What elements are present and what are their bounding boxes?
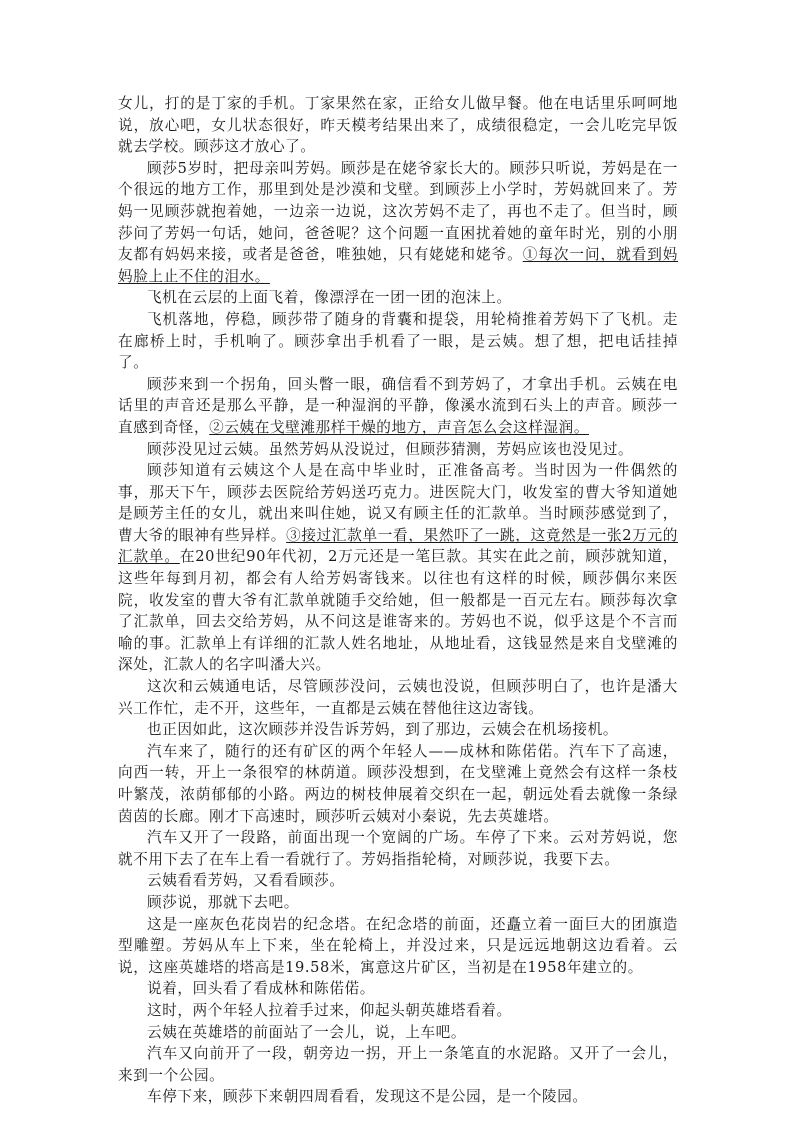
text-segment: 顾莎说，那就下去吧。	[147, 893, 299, 911]
paragraph	[118, 914, 678, 979]
paragraph	[118, 978, 678, 1000]
text-segment: 云姨在英雄塔的前面站了一会儿，说，上车吧。	[147, 1023, 467, 1041]
paragraph	[118, 158, 678, 288]
paragraph	[118, 1000, 678, 1022]
text-segment: 女儿，打的是丁家的手机。丁家果然在家，正给女儿做早餐。他在电话里乐呵呵地说，放心吧，女儿状态很好，昨天模考结果出来了，成绩很稳定，一会儿吃完早饭就去学校。顾莎这才放心了。	[118, 95, 678, 156]
text-segment: 在20世纪90年代初，2万元还是一笔巨款。其实在此之前，顾莎就知道，这些年每到月初，都会有人给芳妈寄钱来。以往也有这样的时候，顾莎偶尔来医院，收发室的曹大爷有汇款单就随手交给她，但一般都是一百元左右。顾莎每次拿了汇款单，回去交给芳妈，从不问这是谁寄来的。芳妈也不说，似乎这是个不言而喻的事。汇款单上有详细的汇款人姓名地址，从地址看，这钱显然是来自戈壁滩的深处，汇款人的名字叫潘大兴。	[118, 548, 678, 674]
text-segment: 也正因如此，这次顾莎并没告诉芳妈，到了那边，云姨会在机场接机。	[147, 721, 619, 739]
text-segment: 汽车又向前开了一段，朝旁边一拐，开上一条笔直的水泥路。又开了一会儿，来到一个公园。	[118, 1045, 678, 1084]
paragraph	[118, 870, 678, 892]
text-segment: 飞机落地，停稳，顾莎带了随身的背囊和提袋，用轮椅推着芳妈下了飞机。走在廊桥上时，手机响了。顾莎拿出手机看了一眼，是云姨。想了想，把电话挂掉了。	[118, 310, 678, 372]
text-segment: 这时，两个年轻人拉着手过来，仰起头朝英雄塔看着。	[147, 1001, 512, 1019]
paragraph	[118, 374, 678, 439]
paragraph	[118, 93, 678, 158]
text-segment: 说着，回头看了看成林和陈偌偌。	[147, 980, 375, 998]
paragraph	[118, 892, 678, 914]
text-segment: 顾莎没见过云姨。虽然芳妈从没说过，但顾莎猜测，芳妈应该也没见过。	[147, 440, 634, 458]
paragraph	[118, 309, 678, 374]
text-segment: 汽车来了，随行的还有矿区的两个年轻人——成林和陈偌偌。汽车下了高速，向西一转，开上一条很窄的林荫道。顾莎没想到，在戈壁滩上竟然会有这样一条枝叶繁茂，浓荫郁郁的小路。两边的树枝伸展着交织在一起，朝远处看去就像一条绿茵茵的长廊。刚才下高速时，顾莎听云姨对小秦说，先去英雄塔。	[118, 742, 678, 825]
text-segment: 顾莎知道有云姨这个人是在高中毕业时，正准备高考。当时因为一件偶然的事，那天下午，顾莎去医院给芳妈送巧克力。进医院大门，收发室的曹大爷知道她是顾芳主任的女儿，就出来叫住她，说又有顾主任的汇款单。当时顾莎感觉到了，曹大爷的眼神有些异样。	[118, 462, 678, 544]
paragraph	[118, 1022, 678, 1044]
paragraph	[118, 676, 678, 719]
paragraph	[118, 460, 678, 676]
text-segment: 车停下来，顾莎下来朝四周看看，发现这不是公园，是一个陵园。	[147, 1088, 588, 1106]
paragraph	[118, 1086, 678, 1108]
underlined-sentence-2: ②云姨在戈壁滩那样干燥的地方，声音怎么会这样湿润。	[209, 418, 590, 436]
text-segment: 这是一座灰色花岗岩的纪念塔。在纪念塔的前面，还矗立着一面巨大的团旗造型雕塑。芳妈从车上下来，坐在轮椅上，并没过来，只是远远地朝这边看着。云说，这座英雄塔的塔高是19.58米，寓意这片矿区，当初是在1958年建立的。	[118, 915, 678, 976]
paragraph	[118, 827, 678, 870]
text-segment: 云姨看看芳妈，又看看顾莎。	[147, 872, 345, 890]
text-segment: 汽车又开了一段路，前面出现一个宽阔的广场。车停了下来。云对芳妈说，您就不用下去了在车上看一看就行了。芳妈指指轮椅，对顾莎说，我要下去。	[118, 829, 678, 868]
paragraph	[118, 741, 678, 827]
underlined-sentence-3: ③接过汇款单一看，果然吓了一跳，这竟然是一张2万元的汇款单。	[118, 526, 678, 566]
text-segment: 顾莎来到一个拐角，回头瞥一眼，确信看不到芳妈了，才拿出手机。云姨在电话里的声音还是那么平静，是一种湿润的平静，像溪水流到石头上的声音。顾莎一直感到奇怪，	[118, 375, 678, 436]
paragraph	[118, 1043, 678, 1086]
text-segment: 飞机在云层的上面飞着，像漂浮在一团一团的泡沫上。	[147, 289, 512, 307]
paragraph	[118, 287, 678, 309]
article-body	[118, 93, 678, 1108]
paragraph	[118, 439, 678, 461]
paragraph	[118, 719, 678, 741]
text-segment: 顾莎5岁时，把母亲叫芳妈。顾莎是在姥爷家长大的。顾莎只听说，芳妈是在一个很远的地方工作，那里到处是沙漠和戈壁。到顾莎上小学时，芳妈就回来了。芳妈一见顾莎就抱着她，一边亲一边说，这次芳妈不走了，再也不走了。但当时，顾莎问了芳妈一句话，她问，爸爸呢？这个问题一直困扰着她的童年时光，别的小朋友都有妈妈来接，或者是爸爸，唯独她，只有姥姥和姥爷。	[118, 159, 678, 264]
underlined-sentence-1: ①每次一问，就看到妈妈脸上止不住的泪水。	[118, 246, 678, 285]
text-segment: 这次和云姨通电话，尽管顾莎没问，云姨也没说，但顾莎明白了，也许是潘大兴工作忙，走不开，这些年，一直都是云姨在替他往这边寄钱。	[118, 678, 678, 717]
